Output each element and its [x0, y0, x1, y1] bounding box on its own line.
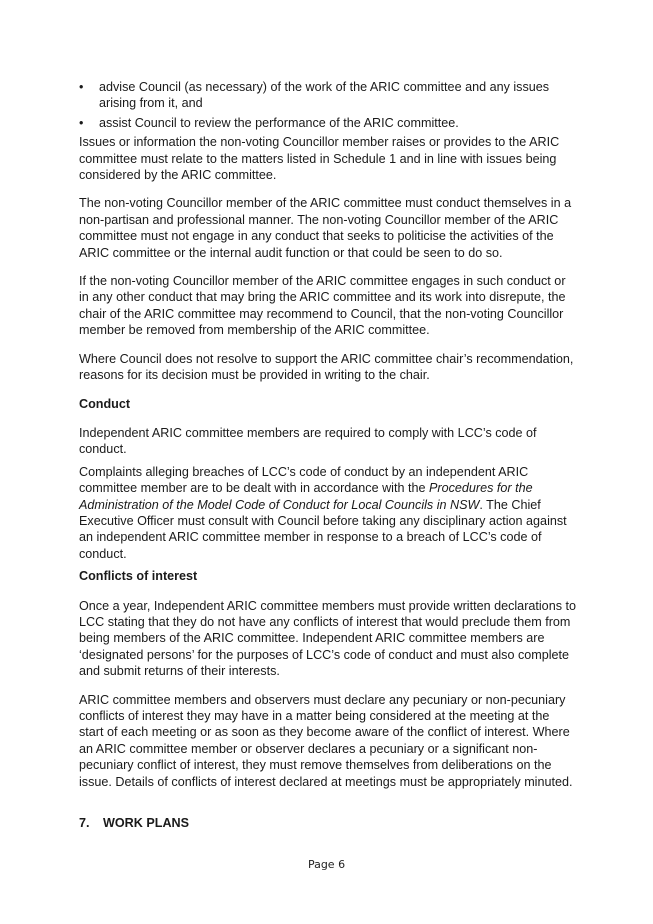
- document-page: [79, 79, 576, 831]
- procedures-title: Procedures for the Administration of the Model Code of Conduct for Local Councils in NSW: [79, 481, 533, 512]
- paragraph: [79, 464, 576, 562]
- list-item: [79, 79, 576, 112]
- paragraph: Where Council does not resolve to support the ARIC committee chair’s recommendation, reasons for its decision must be provided in writing to the chair.: [79, 351, 574, 383]
- paragraph: The non-voting Councillor member of the ARIC committee must conduct themselves in a non-partisan and professional manner. The non-voting Councillor member of the ARIC committee must not engage in any conduct that seeks to politicise the activities of the ARIC committee or the internal audit function or that could be seen to do so.: [79, 196, 572, 260]
- paragraph-text: Complaints alleging breaches of LCC’s code of conduct by an independent ARIC committee member are to be dealt with in accordance with the: [79, 464, 529, 496]
- conduct-heading: Conduct: [79, 396, 131, 411]
- paragraph-text: . The Chief Executive Officer must consult with Council before taking any disciplinary action against an independent ARIC committee member in response to a breach of LCC’s code of conduct.: [79, 497, 567, 561]
- paragraph: If the non-voting Councillor member of the ARIC committee engages in such conduct or in any other conduct that may bring the ARIC committee and its work into disrepute, the chair of the ARIC committee may recommend to Council, that the non-voting Councillor member be removed from membership of the ARIC committee.: [79, 274, 566, 338]
- section-number: 7.: [79, 816, 90, 831]
- section-heading: [79, 815, 576, 831]
- page-number: Page 6: [307, 858, 346, 871]
- paragraph: Once a year, Independent ARIC committee members must provide written declarations to LCC stating that they do not have any conflicts of interest that would preclude them from being members of the ARIC committee. Independent ARIC committee members are ‘designated persons’ for the purposes of LCC’s code of conduct and must also complete and submit returns of their interests.: [79, 598, 576, 679]
- bullet-text: assist Council to review the performance of the ARIC committee.: [99, 115, 459, 130]
- paragraph: ARIC committee members and observers must declare any pecuniary or non-pecuniary conflicts of interest they may have in a matter being considered at the meeting at the start of each meeting or as soon as they become aware of the conflict of interest. Where an ARIC committee member or observer declares a pecuniary or a significant non-pecuniary conflict of interest, they must remove themselves from deliberations on the issue. Details of conflicts of interest declared at meetings must be appropriately minuted.: [79, 692, 573, 789]
- section-title: WORK PLANS: [103, 816, 190, 831]
- bullet-list: [79, 79, 576, 131]
- bullet-icon: •: [79, 115, 84, 130]
- conflicts-heading: Conflicts of interest: [79, 569, 198, 584]
- bullet-icon: •: [79, 80, 84, 94]
- list-item: [79, 115, 576, 131]
- paragraph: Issues or information the non-voting Councillor member raises or provides to the ARIC committee must relate to the matters listed in Schedule 1 and in line with issues being considered by the ARIC committee.: [79, 135, 560, 183]
- paragraph: Independent ARIC committee members are required to comply with LCC’s code of conduct.: [79, 425, 537, 457]
- bullet-text: advise Council (as necessary) of the work of the ARIC committee and any issues arising from it, and: [99, 80, 550, 111]
